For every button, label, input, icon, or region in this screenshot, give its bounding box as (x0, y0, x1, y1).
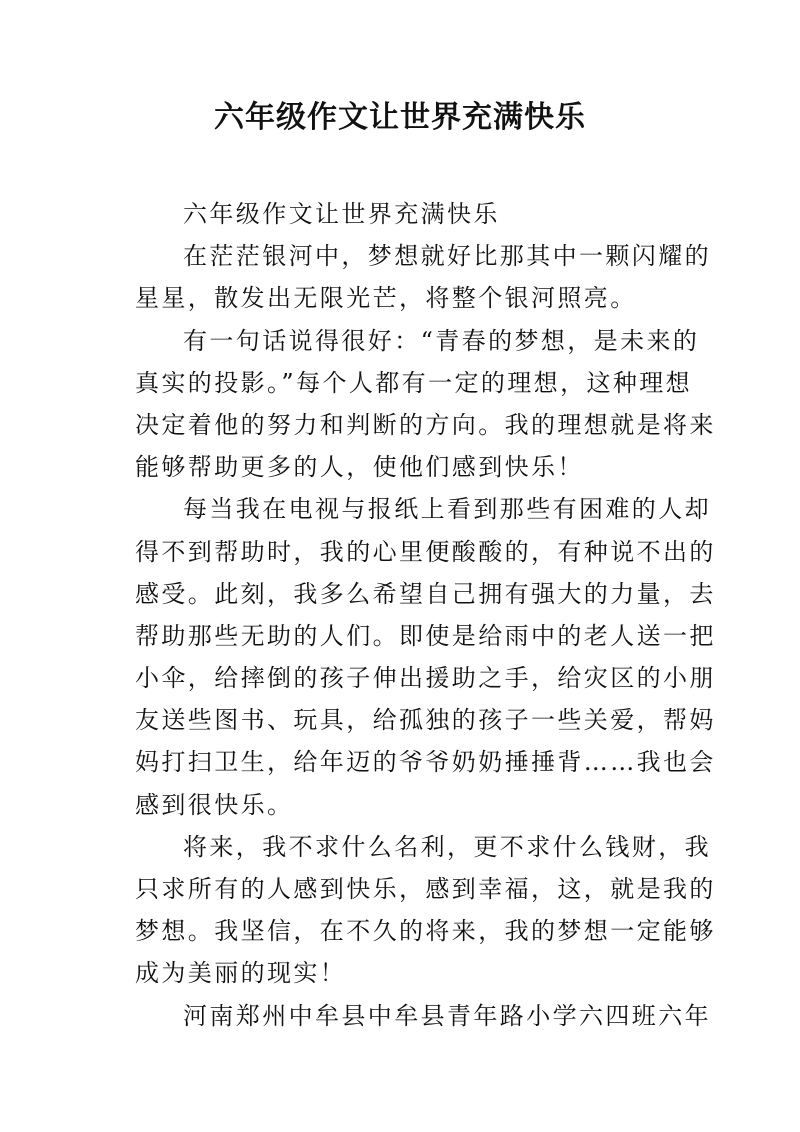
text-line: 河南郑州中牟县中牟县青年路小学六四班六年 (183, 1001, 711, 1030)
text-line: 帮助那些无助的人们。即使是给雨中的老人送一把 (135, 621, 716, 650)
paragraph (135, 995, 711, 1037)
text-line: 友送些图书、玩具，给孤独的孩子一些关爱，帮妈 (135, 706, 716, 735)
paragraph (135, 826, 716, 995)
text-line: 小伞，给摔倒的孩子伸出援助之手，给灾区的小朋 (135, 664, 716, 693)
text-line: 只求所有的人感到快乐，感到幸福，这，就是我的 (135, 875, 716, 903)
text-line: 能够帮助更多的人，使他们感到快乐！ (135, 453, 584, 482)
text-line: 决定着他的努力和判断的方向。我的理想就是将来 (135, 410, 716, 439)
paragraph (135, 488, 716, 826)
paragraph (135, 235, 711, 319)
text-line: 每当我在电视与报纸上看到那些有困难的人却 (183, 495, 711, 524)
text-line: 梦想。我坚信，在不久的将来，我的梦想一定能够 (135, 917, 716, 946)
text-line: 有一句话说得很好：“青春的梦想，是未来的 (183, 326, 700, 355)
text-line: 在茫茫银河中，梦想就好比那其中一颗闪耀的 (183, 242, 711, 271)
text-line: 得不到帮助时，我的心里便酸酸的，有种说不出的 (135, 537, 716, 566)
text-line: 感到很快乐。 (135, 790, 294, 819)
text-line: 将来，我不求什么名利，更不求什么钱财，我 (183, 832, 711, 861)
text-line: 真实的投影。”每个人都有一定的理想，这种理想 (135, 368, 693, 397)
paragraph (135, 320, 716, 489)
text-line: 妈打扫卫生，给年迈的爷爷奶奶捶捶背……我也会 (135, 748, 716, 777)
text-line: 感受。此刻，我多么希望自己拥有强大的力量，去 (135, 579, 716, 608)
document-body (135, 193, 716, 1037)
text-line: 星星，散发出无限光芒，将整个银河照亮。 (135, 284, 637, 313)
text-line: 六年级作文让世界充满快乐 (183, 200, 500, 228)
document-title: 六年级作文让世界充满快乐 (214, 100, 586, 135)
paragraph (135, 193, 705, 235)
text-line: 成为美丽的现实！ (135, 959, 347, 988)
